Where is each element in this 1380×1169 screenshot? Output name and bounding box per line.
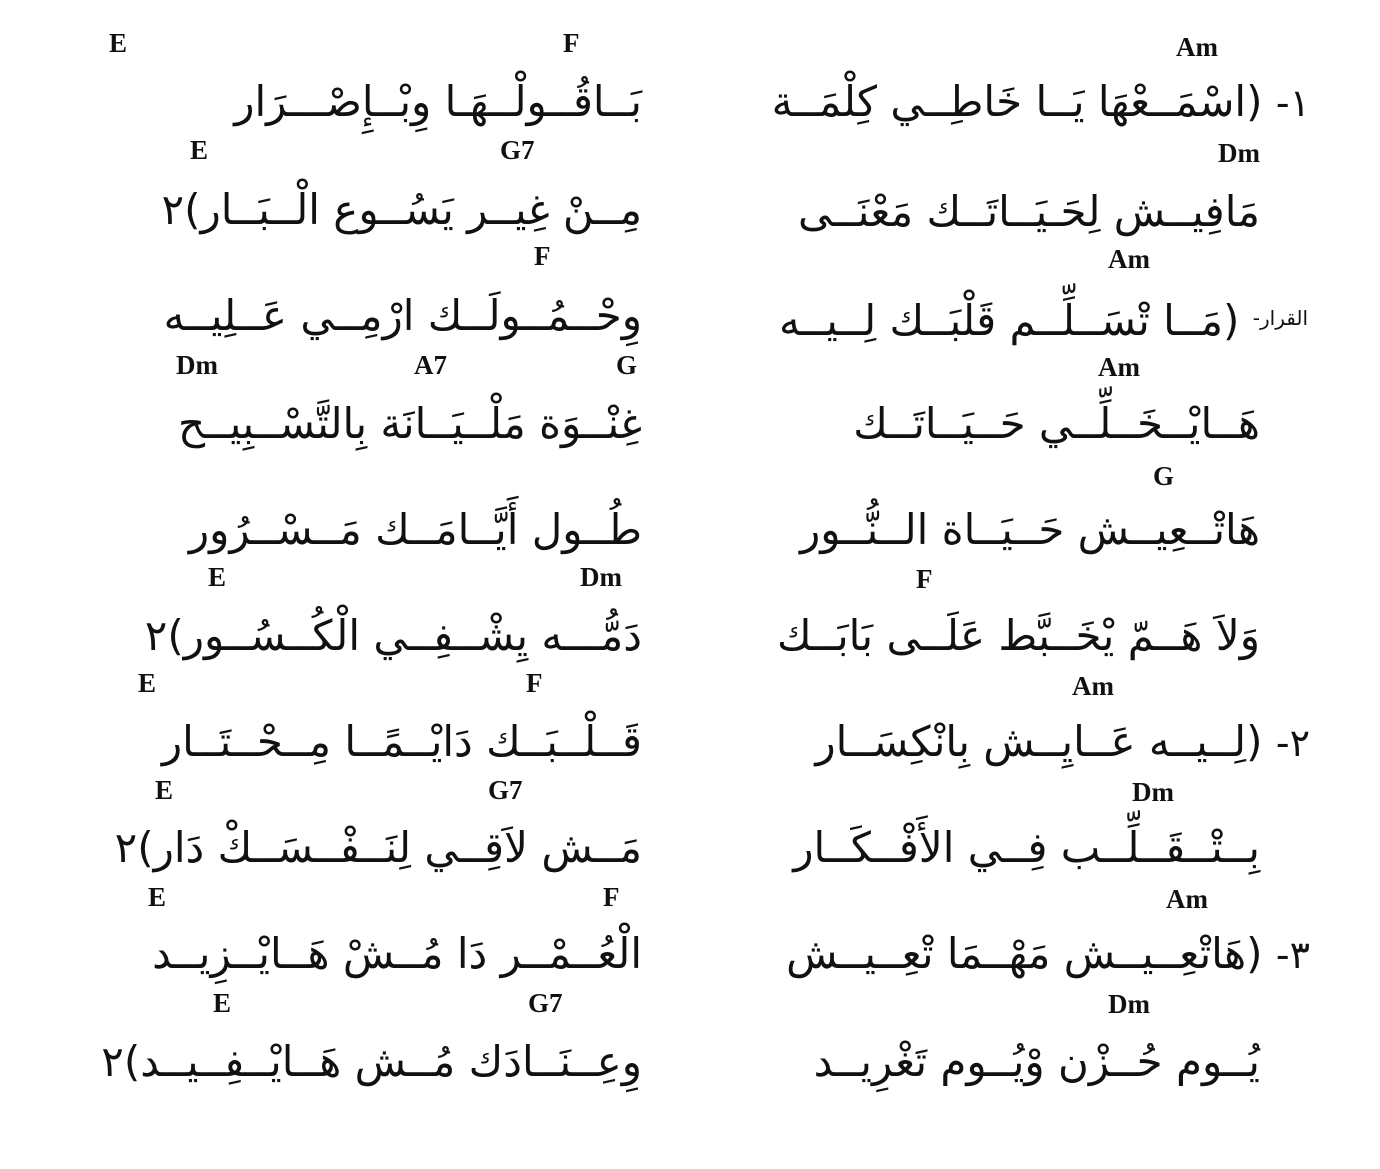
- chord: Am: [1108, 244, 1150, 274]
- lyric-line: دَمُّـــه يِشْــفِــي الْكُــسُــور)٢: [144, 611, 642, 660]
- chord: E: [138, 668, 157, 698]
- chord: G7: [488, 775, 523, 805]
- chord: Dm: [1218, 138, 1260, 168]
- lyric-line: مِــنْ غِيــر يَسُــوع الْــبَــار)٢: [161, 185, 642, 234]
- lyric-line: وِعِــنَــادَك مُــش هَــايْــفِــيــد)٢: [101, 1037, 642, 1086]
- lyric-line: غِنْــوَة مَلْــيَــانَة بِالتَّسْــبِيــح: [177, 399, 642, 448]
- chord: E: [148, 882, 167, 912]
- lyric-line: [772, 72, 1310, 133]
- lyric-line: مَــش لاَقِــي لِنَــفْــسَــكْ دَار)٢: [114, 823, 642, 872]
- chord: E: [190, 135, 209, 165]
- lyric-line: هَاتْــعِيــش حَــيَــاة الــنُّــور: [799, 505, 1260, 554]
- lyric-line: بَــاقُــولْــهَـا وِبْــإِصْـــرَار: [234, 77, 642, 126]
- lyric-line: [815, 712, 1310, 773]
- lyric-line: يُــوم حُــزْن وْيُــوم تَغْرِيــد: [813, 1037, 1260, 1086]
- chord: E: [208, 562, 227, 592]
- lyric-line: بِــتْــقَــلِّــب فِــي الأَفْــكَــار: [793, 823, 1260, 872]
- chord: Dm: [580, 562, 622, 592]
- chord: E: [213, 988, 232, 1018]
- chord: Am: [1098, 352, 1140, 382]
- lyric-line: مَافِيــش لِحَـيَــاتَــك مَعْنَــى: [798, 187, 1260, 236]
- lyric-text: (لِــيــه عَــايِــش بِانْكِسَــار: [815, 717, 1263, 766]
- refrain-label: القرار-: [1252, 306, 1308, 330]
- chord: F: [916, 564, 933, 594]
- chord: Am: [1072, 671, 1114, 701]
- chord: G: [1153, 461, 1175, 491]
- lyric-text: (هَاتْعِــيــش مَهْــمَا تْعِــيــش: [786, 929, 1263, 978]
- lyric-line: قَــلْــبَــك دَايْــمًــا مِــحْــتَــار: [161, 717, 642, 766]
- chord: G7: [500, 135, 535, 165]
- chord: E: [109, 28, 128, 58]
- chord: A7: [414, 350, 447, 380]
- lyric-line: الْعُــمْــر دَا مُــشْ هَــايْــزِيــد: [152, 929, 642, 978]
- lyric-text: (مَــا تْسَــلِّــم قَلْبَــك لِــيــه: [778, 296, 1240, 345]
- verse-number: ٣-: [1275, 933, 1310, 977]
- lyric-line: [779, 288, 1308, 351]
- lyric-line: [786, 924, 1310, 985]
- verse-number: ١-: [1275, 81, 1310, 125]
- lyric-line: طُــول أَيَّــامَــك مَــسْــرُور: [188, 505, 642, 554]
- verse-number: ٢-: [1275, 721, 1310, 765]
- chord: F: [603, 882, 620, 912]
- chord: Dm: [1108, 989, 1150, 1019]
- lyric-line: وَلاَ هَــمّ يْخَــبَّط عَلَــى بَابَــك: [776, 611, 1260, 660]
- chord: F: [563, 28, 580, 58]
- lyric-text: (اسْمَــعْهَا يَــا خَاطِــي كِلْمَــة: [771, 77, 1263, 126]
- chord: F: [534, 241, 551, 271]
- chord: Dm: [176, 350, 218, 380]
- chord: F: [526, 668, 543, 698]
- chord: G: [616, 350, 638, 380]
- chord: Dm: [1132, 777, 1174, 807]
- lyric-line: هَــايْــخَــلِّــي حَــيَــاتَــك: [853, 399, 1260, 448]
- chord: E: [155, 775, 174, 805]
- lyric-line: وِحْــمُــولَــك ارْمِــي عَــلِيــه: [163, 291, 642, 340]
- chord: Am: [1176, 32, 1218, 62]
- chord: Am: [1166, 884, 1208, 914]
- chord: G7: [528, 988, 563, 1018]
